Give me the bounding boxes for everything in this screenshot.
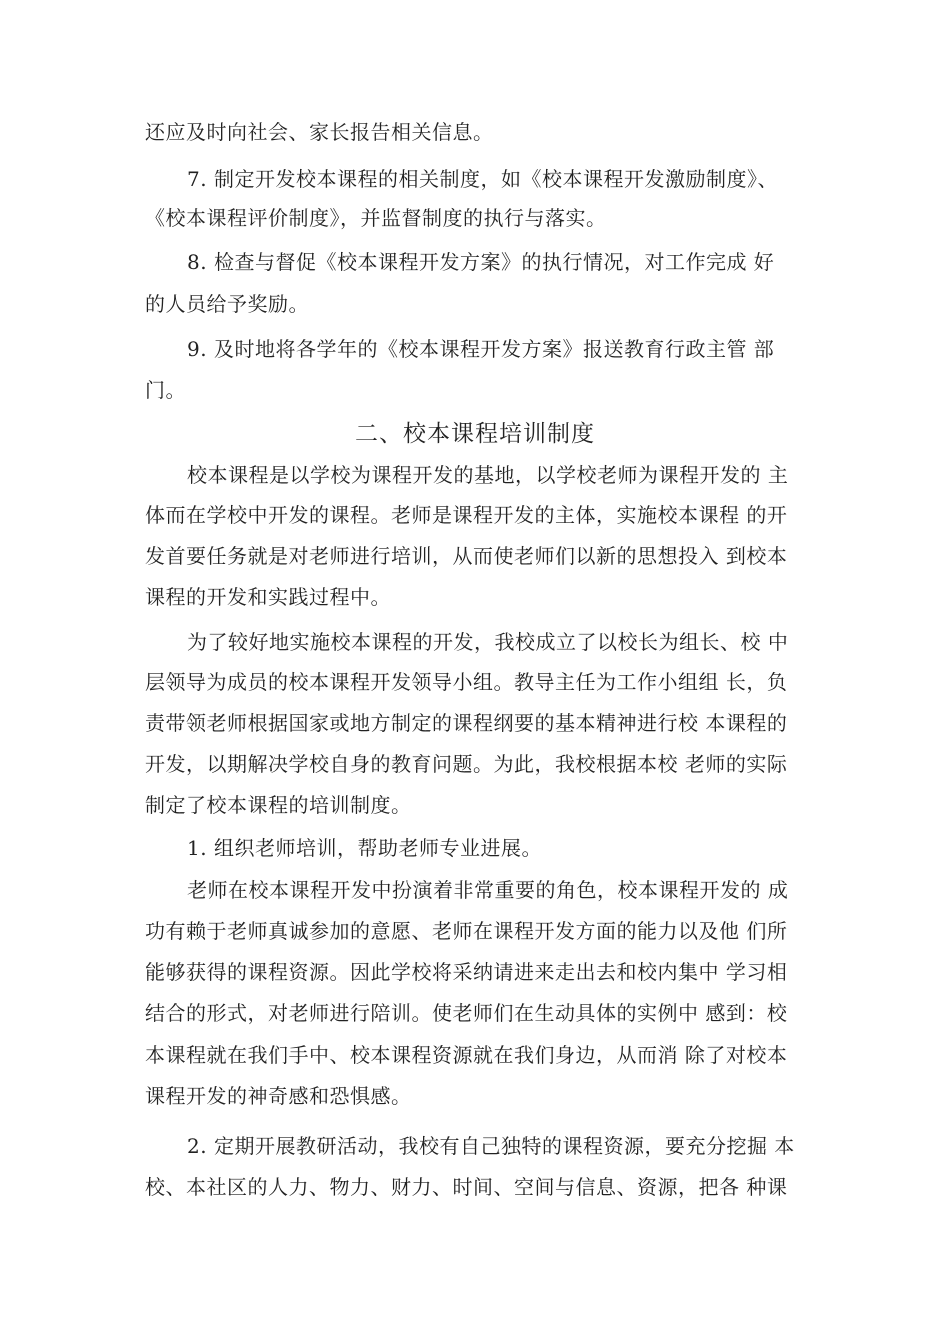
section-heading: 二、校本课程培训制度 [355,421,595,447]
list-item-8: 8. 检查与督促《校本课程开发方案》的执行情况，对工作完成 好 [187,250,775,274]
paragraph-line: 老师在校本课程开发中扮演着非常重要的角色，校本课程开发的 成 [187,878,789,902]
paragraph-line: 课程开发的神奇感和恐惧感。 [145,1084,412,1108]
paragraph-line: 为了较好地实施校本课程的开发，我校成立了以校长为组长、校 中 [187,630,789,654]
paragraph-line: 课程的开发和实践过程中。 [145,585,391,609]
list-item-9: 9. 及时地将各学年的《校本课程开发方案》报送教育行政主管 部 [187,337,775,361]
text-line: 还应及时向社会、家长报告相关信息。 [145,120,494,144]
paragraph-line: 层领导为成员的校本课程开发领导小组。教导主任为工作小组组 长，负 [145,670,788,694]
list-item-2: 2. 定期开展教研活动，我校有自己独特的课程资源，要充分挖掘 本 [187,1134,795,1158]
paragraph-line: 功有赖于老师真诚参加的意愿、老师在课程开发方面的能力以及他 们所 [145,919,788,943]
paragraph-line: 制定了校本课程的培训制度。 [145,793,412,817]
paragraph-line: 结合的形式，对老师进行陪训。使老师们在生动具体的实例中 感到：校 [145,1001,788,1025]
text-line: 的人员给予奖励。 [145,292,309,316]
text-line: 《校本课程评价制度》，并监督制度的执行与落实。 [145,206,607,230]
paragraph-line: 体而在学校中开发的课程。老师是课程开发的主体，实施校本课程 的开 [145,503,788,527]
paragraph-line: 责带领老师根据国家或地方制定的课程纲要的基本精神进行校 本课程的 [145,711,788,735]
list-item-7: 7. 制定开发校本课程的相关制度，如《校本课程开发激励制度》、 [187,167,778,191]
text-line: 门。 [145,378,186,402]
list-item-1: 1. 组织老师培训，帮助老师专业进展。 [187,836,542,860]
paragraph-line: 校、本社区的人力、物力、财力、时间、空间与信息、资源，把各 种课 [145,1175,788,1199]
paragraph-line: 发首要任务就是对老师进行培训，从而使老师们以新的思想投入 到校本 [145,544,788,568]
paragraph-line: 本课程就在我们手中、校本课程资源就在我们身边，从而消 除了对校本 [145,1043,788,1067]
paragraph-line: 校本课程是以学校为课程开发的基地，以学校老师为课程开发的 主 [187,463,789,487]
paragraph-line: 能够获得的课程资源。因此学校将采纳请进来走出去和校内集中 学习相 [145,960,788,984]
paragraph-line: 开发，以期解决学校自身的教育问题。为此，我校根据本校 老师的实际 [145,752,788,776]
